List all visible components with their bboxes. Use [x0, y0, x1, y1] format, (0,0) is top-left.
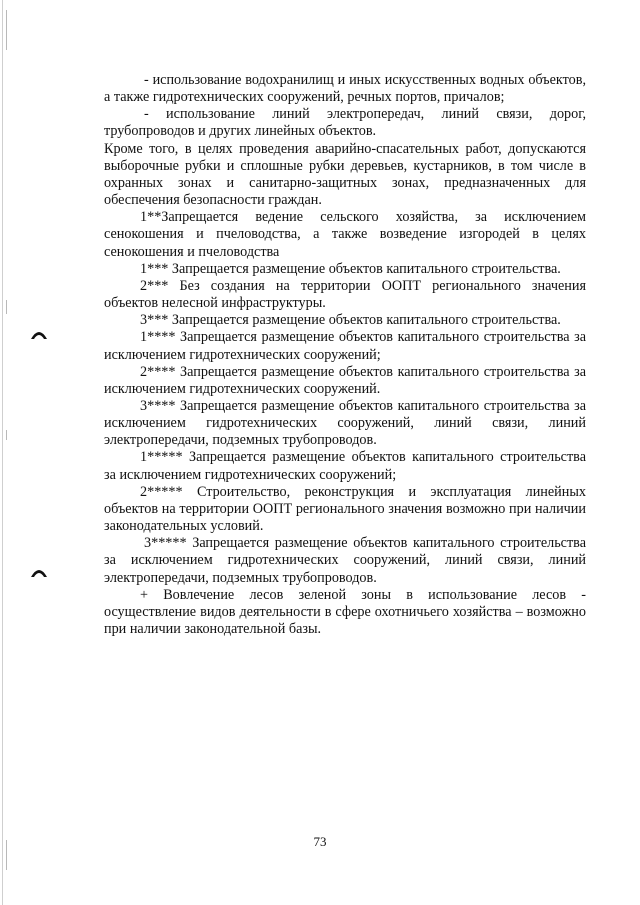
scan-margin-mark — [6, 300, 7, 314]
paragraph: + Вовлечение лесов зеленой зоны в использование лесов - осуществление видов деятельности в сфере охотничьего хозяйства – возможно при наличии законодательной базы. — [104, 586, 586, 637]
paragraph: 1**** Запрещается размещение объектов капитального строительства за исключением гидротехнических сооружений; — [104, 329, 586, 363]
scan-margin-mark — [6, 10, 7, 50]
paragraph: - использование линий электропередач, линий связи, дорог, трубопроводов и других линейных объектов. — [104, 106, 586, 140]
paragraph: 1*** Запрещается размещение объектов капитального строительства. — [140, 260, 561, 277]
scan-edge-line — [2, 0, 3, 905]
paragraph: 2*** Без создания на территории ООПТ регионального значения объектов нелесной инфраструктуры. — [104, 277, 586, 312]
paragraph: 3*** Запрещается размещение объектов капитального строительства. — [140, 312, 561, 329]
paragraph: 3**** Запрещается размещение объектов капитального строительства за исключением гидротехнических сооружений, линий связи, линий электропередачи, подземных трубопроводов. — [104, 397, 586, 449]
paragraph: Кроме того, в целях проведения аварийно-спасательных работ, допускаются выборочные рубки и сплошные рубки деревьев, кустарников, в том числе в охранных зонах и санитарно-защитных зонах, предназначенных для обеспечения безопасности граждан. — [104, 140, 586, 209]
paragraph: - использование водохранилищ и иных искусственных водных объектов, а также гидротехнических сооружений, речных портов, причалов; — [104, 72, 586, 106]
paragraph: 1***** Запрещается размещение объектов капитального строительства за исключением гидротехнических сооружений; — [104, 449, 586, 483]
scan-margin-mark — [6, 430, 7, 440]
paragraph: 3***** Запрещается размещение объектов капитального строительства за исключением гидротехнических сооружений, линий связи, линий электропередачи, подземных трубопроводов. — [104, 535, 586, 586]
punch-hole-mark — [30, 328, 48, 340]
paragraph: 2***** Строительство, реконструкция и эксплуатация линейных объектов на территории ООПТ регионального значения возможно при наличии законодательных условий. — [104, 483, 586, 535]
punch-hole-mark — [30, 566, 48, 578]
document-body — [104, 72, 586, 638]
paragraph: 2**** Запрещается размещение объектов капитального строительства за исключением гидротехнических сооружений. — [104, 363, 586, 397]
paragraph: 1**Запрещается ведение сельского хозяйства, за исключением сенокошения и пчеловодства, а также возведение изгородей в целях сенокошения и пчеловодства — [104, 209, 586, 260]
page-number: 73 — [313, 834, 327, 849]
